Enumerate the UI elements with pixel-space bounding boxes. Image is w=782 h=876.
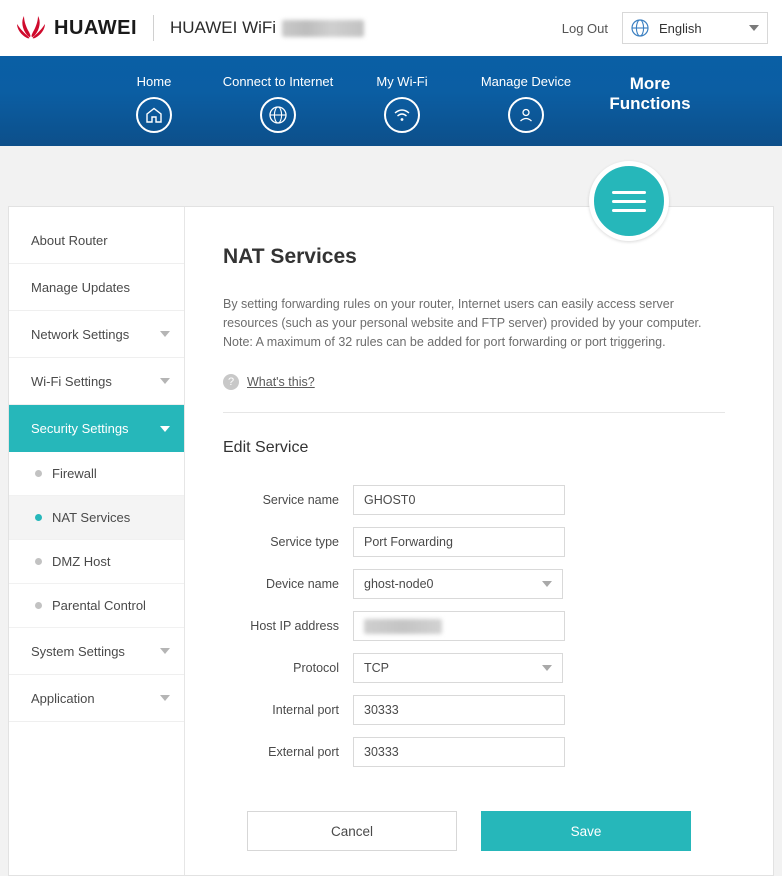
bullet-icon [35,558,42,565]
brand-logo[interactable] [16,15,137,41]
sidebar-item-wifi-settings[interactable] [9,358,184,405]
field-label: Protocol [293,661,339,675]
field-label: External port [268,745,339,759]
brand-name: HUAWEI [54,16,137,39]
sidebar [9,207,185,875]
hamburger-bar [612,209,646,212]
sidebar-subitem-firewall[interactable] [9,452,184,496]
bullet-icon [35,602,42,609]
router-model-masked [282,20,364,37]
field-value: Port Forwarding [364,535,453,549]
chevron-down-icon [542,665,552,671]
service-type-input[interactable] [353,527,565,557]
hamburger-bar [612,191,646,194]
field-value: ghost-node0 [364,577,434,591]
router-title [170,18,364,38]
sidebar-item-application[interactable] [9,675,184,722]
sidebar-item-manage-updates[interactable] [9,264,184,311]
sidebar-subitem-label: NAT Services [52,510,131,525]
sidebar-item-network-settings[interactable] [9,311,184,358]
nav-item-home[interactable] [92,56,216,133]
sidebar-item-label: Wi-Fi Settings [31,373,112,389]
nav-label: Manage Device [480,74,572,89]
language-label: English [659,20,702,36]
nav-item-my-wifi[interactable] [340,56,464,133]
whats-this-link[interactable]: What's this? [247,375,315,389]
sidebar-item-security-settings[interactable] [9,405,184,452]
field-label: Service type [270,535,339,549]
language-selector[interactable] [622,12,768,44]
field-value: GHOST0 [364,493,416,507]
bullet-icon [35,470,42,477]
host-ip-address-input[interactable] [353,611,565,641]
page-description: By setting forwarding rules on your router, Internet users can easily access server resources (such as your personal website and FTP server) provided by your computer. Note: A maximum of 32 rules can be added for port forwarding or port triggering. [223,297,702,349]
nav-item-manage-device[interactable] [464,56,588,133]
form-row-device-name [223,569,725,599]
nav-label: More Functions [609,74,691,113]
sidebar-subitem-label: Firewall [52,466,97,481]
home-icon [136,97,172,133]
chevron-down-icon [749,25,759,31]
form-row-host-ip-address [223,611,725,641]
field-label: Device name [266,577,339,591]
sidebar-subitem-parental-control[interactable] [9,584,184,628]
chevron-up-icon [160,426,170,432]
sidebar-subitem-dmz-host[interactable] [9,540,184,584]
field-value: TCP [364,661,389,675]
wifi-icon [384,97,420,133]
sidebar-item-label: About Router [31,232,108,248]
protocol-select[interactable] [353,653,563,683]
field-label: Host IP address [250,619,339,633]
sidebar-item-label: Security Settings [31,421,129,436]
hamburger-icon[interactable] [589,161,669,241]
whats-this-row [223,374,725,390]
form-row-protocol [223,653,725,683]
user-icon [508,97,544,133]
device-name-select[interactable] [353,569,563,599]
sidebar-subitem-label: Parental Control [52,598,146,613]
globe-icon [260,97,296,133]
globe-icon [631,19,649,37]
chevron-down-icon [160,378,170,384]
main-navigation [0,56,782,146]
sidebar-item-about-router[interactable] [9,217,184,264]
field-value: 30333 [364,745,399,759]
save-button[interactable]: Save [481,811,691,851]
divider [223,412,725,413]
chevron-down-icon [160,648,170,654]
nav-item-more-functions[interactable] [588,56,712,122]
sidebar-item-system-settings[interactable] [9,628,184,675]
nav-label: Home [136,74,172,89]
top-bar [0,0,782,56]
nav-label: My Wi-Fi [376,74,428,89]
cancel-button[interactable]: Cancel [247,811,457,851]
sidebar-item-label: Manage Updates [31,279,131,295]
content-panel [8,206,774,876]
internal-port-input[interactable] [353,695,565,725]
field-value: 30333 [364,703,399,717]
sidebar-item-label: Application [31,690,95,706]
bullet-icon [35,514,42,521]
sidebar-subitem-label: DMZ Host [52,554,111,569]
field-label: Internal port [272,703,339,717]
chevron-down-icon [160,331,170,337]
service-name-input[interactable] [353,485,565,515]
host-ip-masked-value [364,619,442,634]
hamburger-bar [612,200,646,203]
chevron-down-icon [160,695,170,701]
form-row-internal-port [223,695,725,725]
main-content [185,207,773,875]
router-title-text: HUAWEI WiFi [170,18,277,37]
logout-button[interactable]: Log Out [561,20,608,36]
field-label: Service name [262,493,339,507]
form-row-external-port [223,737,725,767]
nav-label: Connect to Internet [222,74,334,89]
external-port-input[interactable] [353,737,565,767]
question-icon: ? [223,374,239,390]
nav-item-connect-to-internet[interactable] [216,56,340,133]
form-row-service-name [223,485,725,515]
chevron-down-icon [542,581,552,587]
header-actions [562,12,768,44]
sidebar-subitem-nat-services[interactable] [9,496,184,540]
form-row-service-type [223,527,725,557]
page-title: NAT Services [223,245,357,268]
sidebar-item-label: Network Settings [31,326,130,342]
header-divider [153,15,154,41]
form-actions [247,811,725,851]
huawei-flower-logo-icon [16,15,46,41]
section-title: Edit Service [223,439,309,456]
content-area [0,146,782,876]
sidebar-item-label: System Settings [31,643,125,659]
